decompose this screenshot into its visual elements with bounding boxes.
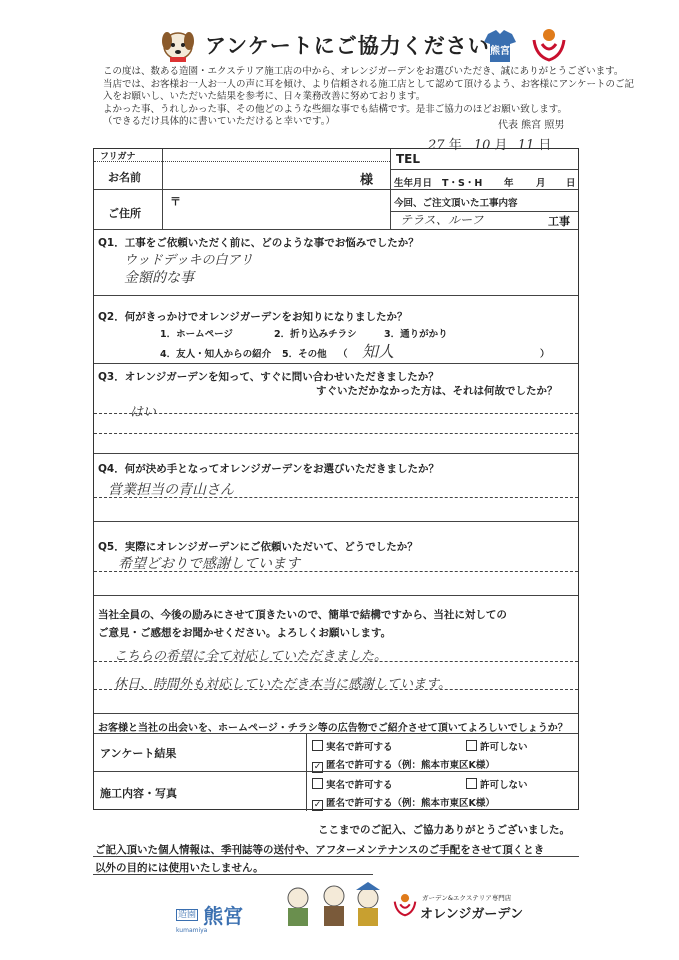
birth-label: 生年月日 [394,178,433,189]
q3-label-2: すぐいただかなかった方は、それは何故でしたか？ [316,385,558,397]
survey-date: 27 年 10 月 11 日 [428,138,552,153]
photo-not-allowed-option[interactable]: 許可しない [466,777,528,791]
orange-garden-logo-text: オレンジガーデン [420,907,524,922]
survey-not-allowed-checkbox[interactable] [466,740,477,751]
work-content-answer: テラス、ルーフ [400,213,484,227]
orange-garden-logo-icon [530,26,568,64]
privacy-text-1: ご記入頂いた個人情報は、季刊誌等の送付や、アフターメンテナンスのご手配をさせて頂くとき [95,844,545,856]
q5-label: Q5．実際にオレンジガーデンにご依頼いただいて、どうでしたか？ [98,541,418,553]
q2-option-1: 1．ホームページ [160,329,233,340]
birth-month-unit: 月 [536,178,546,189]
photo-anon-checkbox[interactable]: ✓ [313,800,322,810]
q2-other-answer: 知人 [362,342,395,361]
comment-answer-1: こちらの希望に全て対応していただきました。 [114,649,388,664]
q2-label: Q2．何がきっかけでオレンジガーデンをお知りになりましたか？ [98,311,408,323]
work-content-label: 今回、ご注文頂いた工事内容 [394,198,518,209]
survey-anon-option[interactable]: ✓ 匿名で許可する（例：熊本市東区K様） [313,760,495,772]
q1-answer-1: ウッドデッキの白アリ [124,253,253,268]
kumamiya-logo-sub: kumamiya [176,927,208,934]
survey-realname-checkbox[interactable] [312,740,323,751]
comment-answer-2: 休日、時間外も対応していただき本当に感謝しています。 [114,677,451,692]
q1-answer-2: 金額的な事 [124,270,194,286]
survey-form [93,148,579,810]
photo-realname-checkbox[interactable] [312,778,323,789]
birth-year-unit: 年 [504,178,514,189]
address-label: ご住所 [108,207,141,220]
q1-label: Q1．工事をご依頼いただく前に、どのような事でお悩みでしたか？ [98,237,419,249]
q2-other-close: ） [540,349,550,360]
comment-label-1: 当社全員の、今後の励みにさせて頂きたいので、簡単で結構ですから、当社に対しての [98,609,507,621]
permission-intro: お客様と当社の出会いを、ホームページ・チラシ等の広告物でご紹介させて頂いてよろしいでしょうか？ [98,723,568,734]
q3-answer: はい [130,405,157,420]
intro-text: この度は、数ある造園・エクステリア施工店の中から、オレンジガーデンをお選びいただき、誠にありがとうございます。 当店では、お客様お一人お一人の声に耳を傾け、より信頼される施工店として認めて頂けるよう、お客様にアンケートのご記 入をお願いし、いただいた結果を参考に、日々業務改善に努めております。 よかった事、うれしかった事、その他どのような些細な事でも結構です。是非ご協力のほどお願い致します。 （できるだけ具体的に書いていただけると幸いです。） [103,66,635,127]
q2-option-3: 3．通りがかり [384,329,448,340]
q2-option-2: 2．折り込みチラシ [274,329,357,340]
survey-realname-option[interactable]: 実名で許可する [312,739,393,753]
orange-garden-footer-icon [392,892,418,918]
kumamiya-logo [176,900,243,934]
furigana-label: フリガナ [100,152,136,162]
survey-anon-checkbox[interactable]: ✓ [313,762,322,772]
survey-title: アンケートにご協力ください [205,34,490,58]
q3-label-1: Q3．オレンジガーデンを知って、すぐに問い合わせいただきましたか？ [98,371,439,383]
robe-seal-text: 熊宮 [490,46,510,57]
photo-anon-option[interactable]: ✓ 匿名で許可する（例：熊本市東区K様） [313,798,495,810]
q4-label: Q4．何が決め手となってオレンジガーデンをお選びいただきましたか？ [98,463,439,475]
q2-other-open: （ [338,349,348,360]
orange-garden-logo-sub: ガーデン&エクステリア専門店 [422,894,512,902]
comment-label-2: ご意見・ご感想をお聞かせください。よろしくお願いします。 [98,627,392,639]
dog-mascot-icon [158,24,198,64]
tel-label: TEL [396,152,421,166]
sama-label: 様 [360,173,374,188]
work-suffix: 工事 [548,215,570,228]
postal-mark: 〒 [170,195,181,208]
birth-day-unit: 日 [566,178,576,189]
kumamiya-logo-text: 熊宮 [203,904,244,928]
work-photo-label: 施工内容・写真 [100,787,177,800]
thanks-text: ここまでのご記入、ご協力ありがとうございました。 [318,824,570,836]
q5-answer: 希望どおりで感謝しています [118,556,300,572]
q2-option-5: 5．その他 [282,349,327,360]
privacy-text-2: 以外の目的には使用いたしません。 [95,862,264,874]
birth-era: T・S・H [442,178,483,189]
photo-realname-option[interactable]: 実名で許可する [312,777,393,791]
photo-not-allowed-checkbox[interactable] [466,778,477,789]
survey-not-allowed-option[interactable]: 許可しない [466,739,528,753]
q4-answer: 営業担当の青山さん [108,482,234,498]
survey-result-label: アンケート結果 [100,747,177,760]
kumamiya-logo-small: 造園 [178,910,197,920]
staff-mascots-icon [282,880,386,930]
representative-signature: 代表 熊宮 照男 [498,120,565,131]
name-label: お名前 [108,171,141,184]
q2-option-4: 4．友人・知人からの紹介 [160,349,272,360]
